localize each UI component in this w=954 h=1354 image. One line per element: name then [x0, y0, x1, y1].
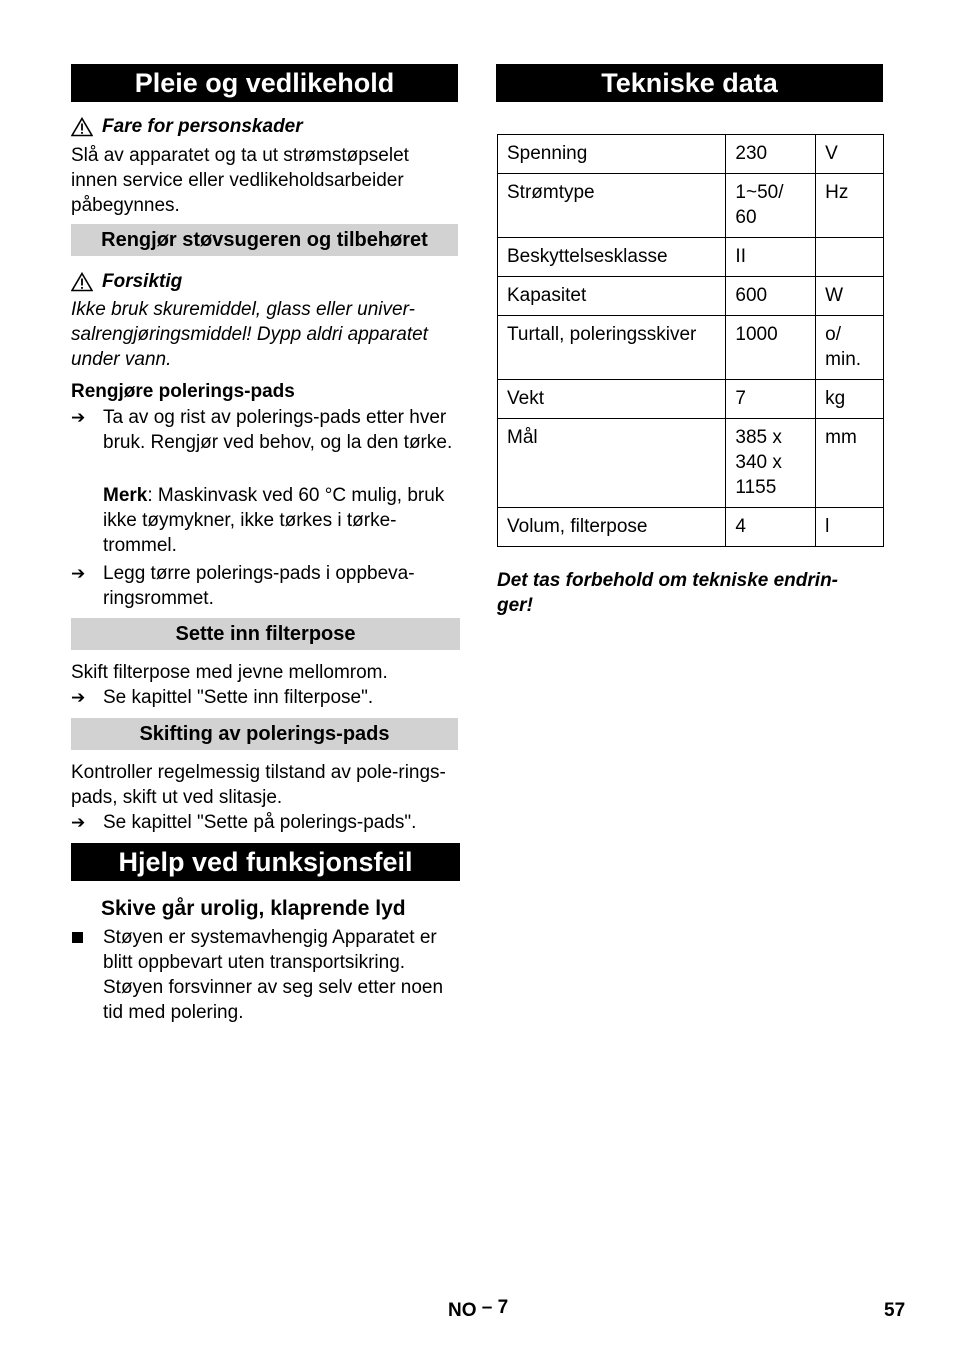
list-item [71, 405, 461, 455]
spec-label: Beskyttelsesklasse [498, 238, 726, 277]
note-text: : Maskinvask ved 60 °C mulig, bruk ikke tøymykner, ikke tørkes i tørke-trommel. [103, 485, 445, 556]
spec-unit: l [816, 508, 884, 547]
spec-label: Strømtype [498, 174, 726, 238]
spec-value: 1~50/ 60 [726, 174, 816, 238]
footer-lang-code: NO [448, 1300, 477, 1321]
pads-step-2: Legg tørre polerings-pads i oppbeva-ringsrommet. [103, 563, 415, 609]
table-row [498, 380, 884, 419]
subheading-clean-pads: Rengjøre polerings-pads [71, 381, 295, 402]
pads-step-1: Ta av og rist av polerings-pads etter hver bruk. Rengjør ved behov, og la den tørke. [103, 407, 453, 453]
spec-unit: o/ min. [816, 316, 884, 380]
table-row [498, 419, 884, 508]
heading-clean-vacuum: Rengjør støvsugeren og tilbehøret [71, 224, 458, 256]
change-text: Kontroller regelmessig tilstand av pole-rings-pads, skift ut ved slitasje. [71, 762, 446, 808]
arrow-right-icon: ➔ [71, 564, 86, 583]
spec-unit [816, 238, 884, 277]
table-row [498, 238, 884, 277]
spec-table [497, 134, 884, 547]
warning-injury-text: Slå av apparatet og ta ut strømstøpselet innen service eller vedlikeholdsarbeider påbegynnes. [71, 145, 409, 216]
note-label: Merk [103, 485, 148, 506]
list-item [71, 561, 461, 611]
spec-unit: kg [816, 380, 884, 419]
heading-filter-bag: Sette inn filterpose [71, 618, 460, 650]
heading-technical-data: Tekniske data [496, 64, 883, 102]
note [103, 483, 461, 558]
problem-text: Støyen er systemavhengig Apparatet er blitt oppbevart uten transportsikring. Støyen forsvinner av seg selv etter noen tid med polering. [103, 927, 444, 1023]
caution-text: Ikke bruk skuremiddel, glass eller univer-salrengjøringsmiddel! Dypp aldri apparatet under vann. [71, 299, 428, 370]
footer-lang [448, 1298, 508, 1323]
footer-section-number: – 7 [481, 1297, 509, 1318]
arrow-right-icon: ➔ [71, 408, 86, 427]
page-number: 57 [884, 1300, 906, 1321]
list-item [71, 685, 461, 710]
spec-unit: W [816, 277, 884, 316]
list-item [71, 810, 461, 835]
spec-value: 4 [726, 508, 816, 547]
disclaimer: Det tas forbehold om tekniske endrin-ger! [497, 570, 838, 616]
square-bullet-icon [71, 925, 103, 1025]
spec-value: 1000 [726, 316, 816, 380]
spec-value: 230 [726, 135, 816, 174]
warning-injury [71, 114, 458, 139]
spec-value: 385 x 340 x 1155 [726, 419, 816, 508]
table-row [498, 277, 884, 316]
spec-unit: Hz [816, 174, 884, 238]
spec-label: Kapasitet [498, 277, 726, 316]
spec-label: Spenning [498, 135, 726, 174]
arrow-right-icon: ➔ [71, 813, 86, 832]
table-row [498, 508, 884, 547]
spec-label: Turtall, poleringsskiver [498, 316, 726, 380]
caution-title: Forsiktig [102, 271, 183, 292]
change-ref: Se kapittel "Sette på polerings-pads". [103, 812, 417, 833]
spec-value: 600 [726, 277, 816, 316]
table-row [498, 174, 884, 238]
spec-label: Volum, filterpose [498, 508, 726, 547]
filter-text: Skift filterpose med jevne mellomrom. [71, 662, 388, 683]
arrow-right-icon: ➔ [71, 688, 86, 707]
table-row [498, 135, 884, 174]
list-item [71, 925, 461, 1025]
spec-value: 7 [726, 380, 816, 419]
heading-care-maintenance: Pleie og vedlikehold [71, 64, 458, 102]
spec-label: Mål [498, 419, 726, 508]
warning-triangle-icon [71, 272, 93, 292]
heading-troubleshooting: Hjelp ved funksjonsfeil [71, 843, 460, 881]
warning-triangle-icon [71, 117, 93, 137]
problem-heading: Skive går urolig, klaprende lyd [101, 897, 406, 920]
heading-change-pads: Skifting av polerings-pads [71, 718, 458, 750]
filter-ref: Se kapittel "Sette inn filterpose". [103, 687, 374, 708]
spec-unit: mm [816, 419, 884, 508]
spec-label: Vekt [498, 380, 726, 419]
spec-unit: V [816, 135, 884, 174]
caution [71, 269, 458, 294]
table-row [498, 316, 884, 380]
spec-value: II [726, 238, 816, 277]
warning-injury-title: Fare for personskader [102, 116, 303, 137]
